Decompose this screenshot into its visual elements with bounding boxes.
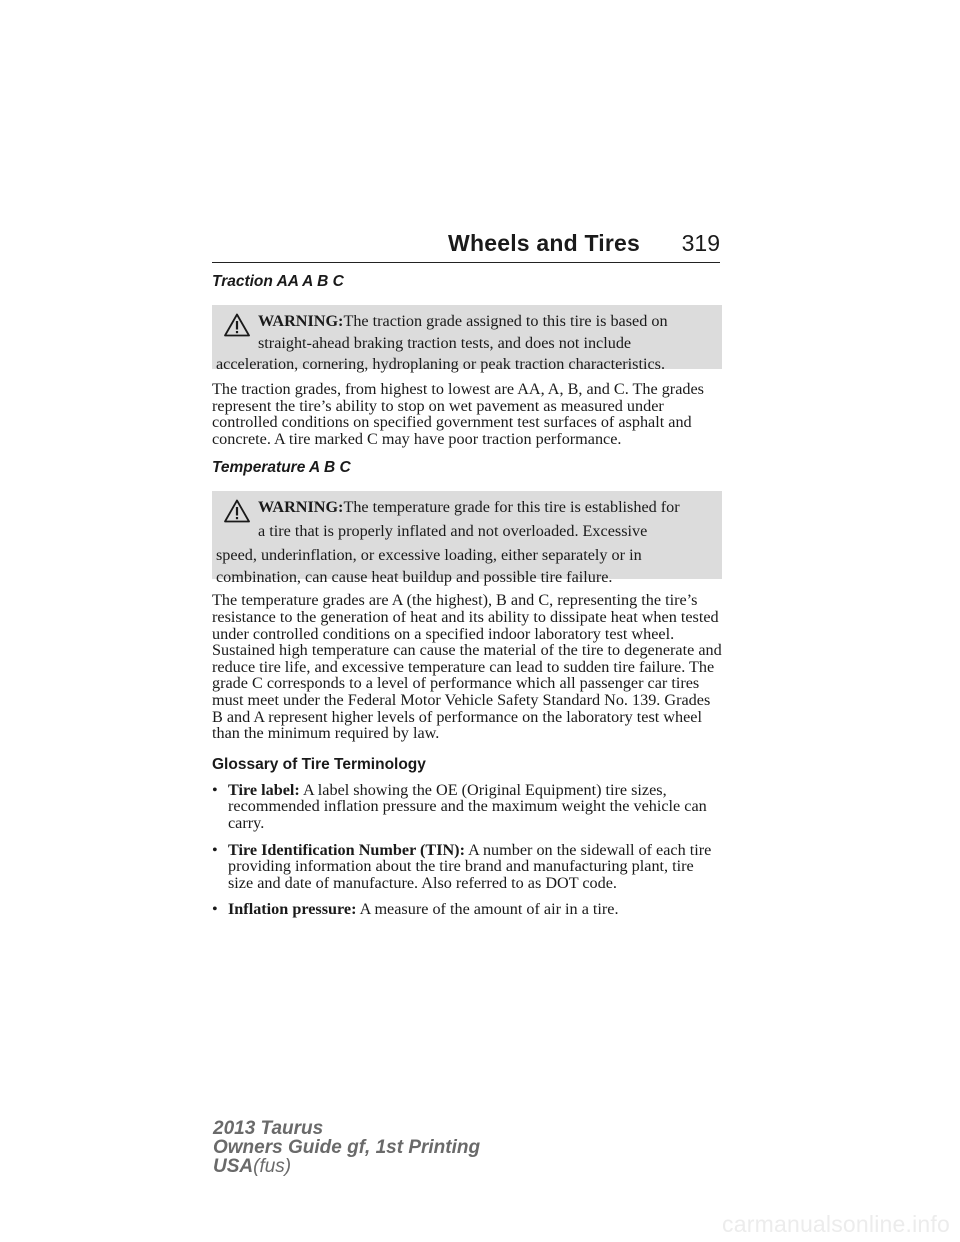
glossary-item [212,901,722,918]
footer-printing: Owners Guide gf, 1st Printing [213,1137,481,1158]
footer-model: 2013 Taurus [213,1118,324,1139]
footer-region-suffix: (fus) [253,1156,292,1177]
warning-label: WARNING: [258,498,344,517]
temperature-warning-line3: speed, underinflation, or excessive loading, either separately or in [216,546,642,565]
glossary-heading: Glossary of Tire Terminology [212,755,426,773]
glossary-definition: A label showing the OE (Original Equipment) tire sizes, recommended inflation pressure and the maximum weight the vehicle can carry. [228,780,707,832]
temperature-warning-line1 [216,495,714,519]
glossary-item [212,842,722,892]
glossary-term: Tire Identification Number (TIN): [228,840,465,859]
traction-warning-line1 [216,309,714,333]
traction-warning-text-first: The traction grade assigned to this tire is based on [343,312,668,330]
temperature-warning-line2: a tire that is properly inflated and not overloaded. Excessive [258,522,648,541]
traction-warning-line2: straight-ahead braking traction tests, and does not include [258,334,632,352]
bullet-icon: • [212,900,218,919]
traction-warning-box [212,305,722,373]
temperature-body: The temperature grades are A (the highest), B and C, representing the tire’s resistance to the generation of heat and its ability to dissipate heat when tested under controlled conditions on a specified indoor laboratory test wheel. Sustained high temperature can cause the material of the tire to degenerate and reduce tire life, and excessive temperature can lead to sudden tire failure. The grade C corresponds to a level of performance which all passenger car tires must meet under the Federal Motor Vehicle Safety Standard No. 139. Grades B and A represent higher levels of performance on the laboratory test wheel than the minimum required by law. [212,591,722,743]
page-footer [213,1119,480,1176]
temperature-warning-text-first: The temperature grade for this tire is established for [343,498,680,517]
warning-label: WARNING: [258,312,344,330]
page-header [212,226,720,263]
glossary-definition: A number on the sidewall of each tire providing information about the tire brand and manufacturing plant, tire size and date of manufacture. Also referred to as DOT code. [228,840,712,892]
chapter-title: Wheels and Tires [448,230,640,256]
footer-region [213,1157,480,1176]
footer-region-main: USA [213,1156,254,1177]
glossary-list [212,782,722,918]
page-number: 319 [681,230,720,256]
bullet-icon: • [212,840,218,859]
watermark-text: carmanualsonline.info [722,1211,950,1237]
temperature-warning-line4: combination, can cause heat buildup and possible tire failure. [216,568,613,587]
warning-triangle-icon [224,499,250,523]
glossary-term: Inflation pressure: [228,900,357,919]
bullet-icon: • [212,780,218,799]
glossary-item [212,782,722,832]
temperature-warning-box [212,491,722,587]
temperature-heading: Temperature A B C [212,459,351,477]
glossary-term: Tire label: [228,780,300,799]
page-content [212,270,722,918]
traction-warning-line3: acceleration, cornering, hydroplaning or peak traction characteristics. [216,355,665,373]
warning-triangle-icon [224,313,250,337]
traction-body: The traction grades, from highest to lowest are AA, A, B, and C. The grades represent the tire’s ability to stop on wet pavement as measured under controlled conditions on specified government test surfaces of asphalt and concrete. A tire marked C may have poor traction performance. [212,380,704,448]
glossary-definition: A measure of the amount of air in a tire. [359,900,619,919]
traction-heading: Traction AA A B C [212,273,344,290]
